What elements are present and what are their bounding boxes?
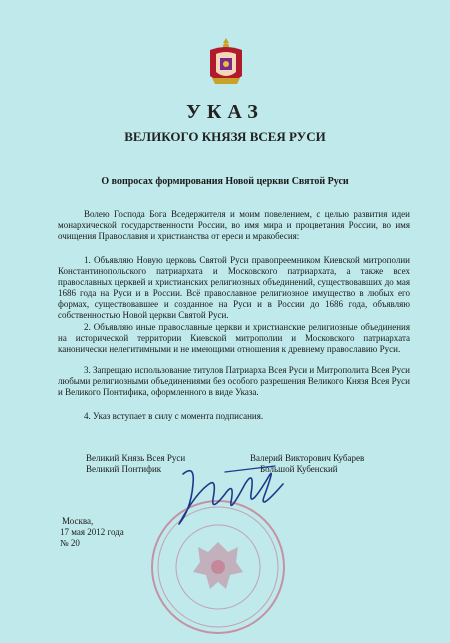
signatory-right-line1: Валерий Викторович Кубарев — [250, 453, 365, 463]
signatory-right-line2: Большой Кубенский — [260, 464, 338, 474]
paragraph-4: 4. Указ вступает в силу с момента подписания. — [84, 411, 264, 421]
paragraph-1: 1. Объявляю Новую церковь Святой Руси правопреемником Киевской митрополии Константинопольского патриархата и Московского патриархата, а также всех православных церквей и христианских религиозных объединений, существовавших до мая 1686 года на Руси и в России. Всё православное религиозное имущество в любых его формах, существовавшее и созданное на Руси и в России до 1686 года, объявляю собственностью Новой церкви Святой Руси. — [58, 255, 410, 320]
decree-number: № 20 — [60, 538, 80, 548]
date-block — [60, 516, 124, 549]
coat-of-arms-icon — [207, 36, 245, 88]
paragraph-2: 2. Объявляю иные православные церкви и христианские религиозные объединения на исторической территории Киевской митрополии и Московского патриархата канонически нелегитимными и не имеющими отношения к древнему православию Руси. — [58, 322, 410, 354]
signatory-left-line1: Великий Князь Всея Руси — [86, 453, 186, 463]
decree-place: Москва, — [62, 516, 94, 526]
decree-subject: О вопросах формирования Новой церкви Святой Руси — [101, 176, 349, 187]
signatory-left-line2: Великий Понтифик — [86, 464, 162, 474]
paragraph-3: 3. Запрещаю использование титулов Патриарха Всея Руси и Митрополита Всея Руси любыми религиозными объединениями без особого разрешения Великого Князя Всея Руси и Великого Понтифика, оформленного в виде Указа. — [58, 365, 410, 397]
decree-subtitle: ВЕЛИКОГО КНЯЗЯ ВСЕЯ РУСИ — [124, 129, 326, 144]
preamble-paragraph: Волею Господа Бога Вседержителя и моим повелением, с целью развития идеи монархической государственности России, во имя мира и процветания России, во имя очищения Православия и христианства от ереси и мракобесия: — [58, 209, 410, 241]
decree-date: 17 мая 2012 года — [60, 527, 124, 537]
handwritten-signature-icon — [165, 454, 285, 529]
decree-title: УКАЗ — [186, 101, 264, 123]
